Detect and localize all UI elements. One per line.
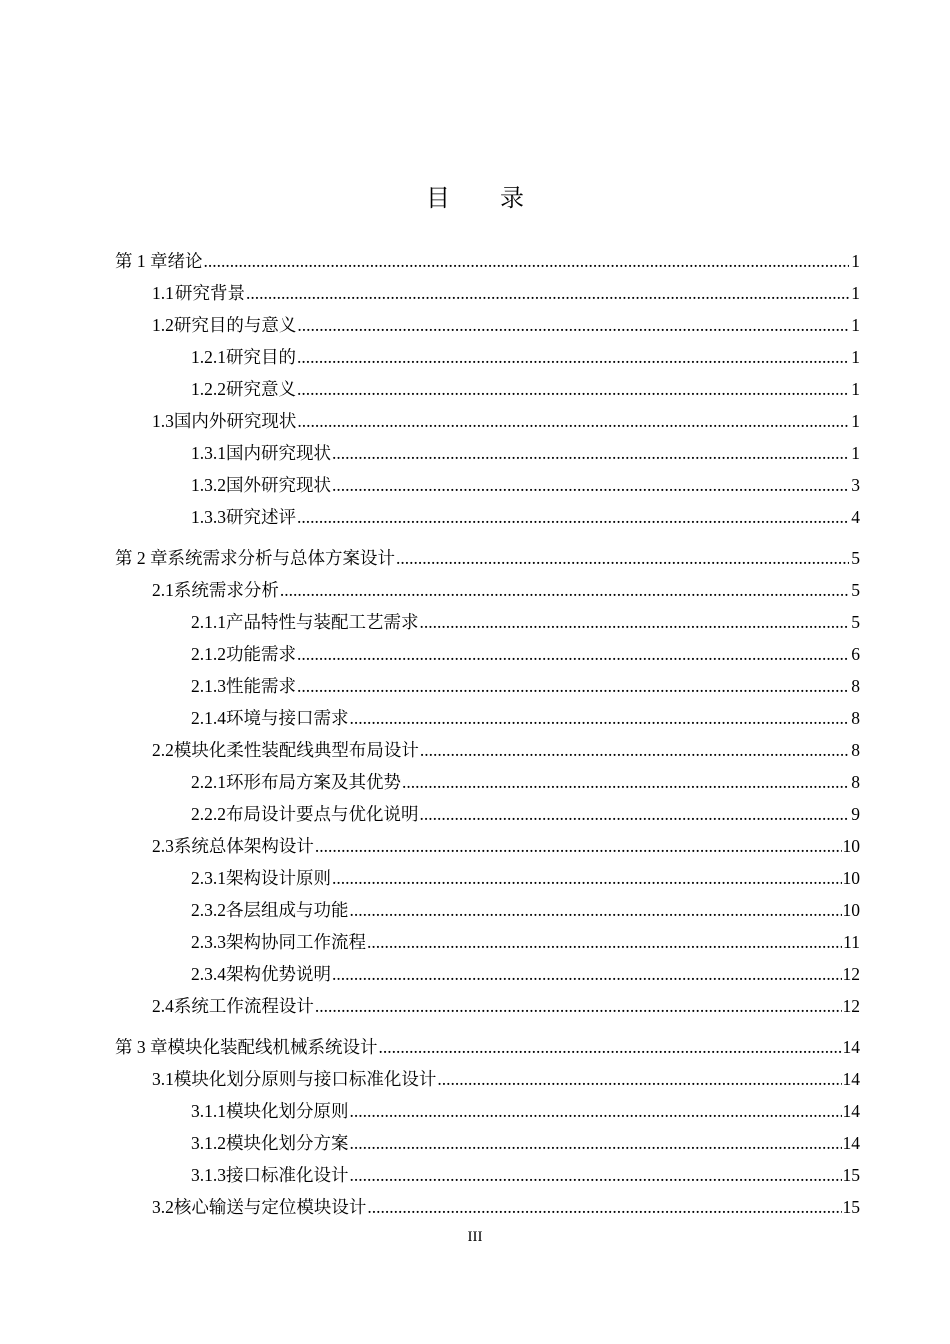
toc-entry-page: 12 bbox=[842, 964, 860, 984]
toc-dot-leader bbox=[350, 706, 850, 730]
toc-entry-title: 研究目的 bbox=[226, 347, 296, 367]
toc-dot-leader bbox=[420, 738, 849, 762]
toc-entry-number: 1.3 bbox=[152, 411, 174, 431]
toc-entry[interactable] bbox=[115, 898, 860, 930]
toc-dot-leader bbox=[297, 377, 849, 401]
toc-entry-title: 架构协同工作流程 bbox=[226, 932, 366, 952]
toc-entry-number: 2.3.1 bbox=[191, 868, 226, 888]
toc-entry-title: 模块化划分原则与接口标准化设计 bbox=[173, 1069, 437, 1089]
toc-entry-number: 1.3.2 bbox=[191, 475, 226, 495]
toc-entry-page: 14 bbox=[842, 1101, 860, 1121]
page-title bbox=[0, 178, 950, 213]
toc-entry[interactable] bbox=[115, 1035, 860, 1067]
toc-entry-title: 模块化划分原则 bbox=[226, 1101, 349, 1121]
toc-dot-leader bbox=[297, 409, 849, 433]
toc-entry-title: 系统工作流程设计 bbox=[173, 996, 314, 1016]
toc-entry-page: 1 bbox=[851, 315, 860, 335]
toc-entry[interactable] bbox=[115, 642, 860, 674]
toc-entry-number: 2.3.4 bbox=[191, 964, 226, 984]
toc-dot-leader bbox=[332, 441, 849, 465]
toc-entry-number: 3.1 bbox=[152, 1069, 174, 1089]
toc-dot-leader bbox=[437, 1067, 841, 1091]
toc-entry-title: 系统需求分析 bbox=[173, 580, 279, 600]
toc-entry-title: 核心输送与定位模块设计 bbox=[173, 1197, 367, 1217]
toc-entry[interactable] bbox=[115, 994, 860, 1026]
toc-entry-page: 1 bbox=[851, 283, 860, 303]
toc-entry-number: 2.3.3 bbox=[191, 932, 226, 952]
toc-entry[interactable] bbox=[115, 674, 860, 706]
toc-dot-leader bbox=[350, 1163, 842, 1187]
toc-entry-title: 布局设计要点与优化说明 bbox=[226, 804, 419, 824]
toc-entry-page: 1 bbox=[851, 379, 860, 399]
toc-entry-number: 3.2 bbox=[152, 1197, 174, 1217]
toc-entry-title: 国内研究现状 bbox=[226, 443, 331, 463]
toc-entry-number: 第 2 章 bbox=[115, 548, 168, 568]
toc-entry-page: 14 bbox=[842, 1037, 860, 1057]
toc-entry-page: 8 bbox=[851, 740, 860, 760]
toc-entry-page: 10 bbox=[842, 836, 860, 856]
toc-entry-number: 2.1.3 bbox=[191, 676, 226, 696]
toc-entry-number: 1.2 bbox=[152, 315, 174, 335]
toc-entry-page: 1 bbox=[851, 347, 860, 367]
page-title-char-2: 录 bbox=[500, 186, 524, 212]
page-title-char-1: 目 bbox=[426, 186, 450, 212]
toc-entry-page: 4 bbox=[851, 507, 860, 527]
toc-entry-number: 2.1.2 bbox=[191, 644, 226, 664]
toc-entry-number: 2.2.2 bbox=[191, 804, 226, 824]
toc-dot-leader bbox=[332, 473, 849, 497]
toc-entry-number: 1.2.2 bbox=[191, 379, 226, 399]
toc-entry-title: 模块化装配线机械系统设计 bbox=[167, 1037, 378, 1057]
toc-entry-title: 模块化划分方案 bbox=[226, 1133, 349, 1153]
toc-entry-title: 国外研究现状 bbox=[226, 475, 331, 495]
toc-entry-title: 性能需求 bbox=[226, 676, 296, 696]
toc-entry-title: 研究述评 bbox=[226, 507, 296, 527]
toc-dot-leader bbox=[367, 930, 842, 954]
toc-entry-page: 8 bbox=[851, 676, 860, 696]
toc-dot-leader bbox=[350, 1099, 842, 1123]
toc-entry-page: 3 bbox=[851, 475, 860, 495]
toc-entry-title: 各层组成与功能 bbox=[226, 900, 349, 920]
toc-entry-title: 绪论 bbox=[167, 251, 203, 271]
toc-entry[interactable] bbox=[115, 345, 860, 377]
toc-dot-leader bbox=[297, 345, 849, 369]
toc-entry[interactable] bbox=[115, 546, 860, 578]
toc-entry-page: 10 bbox=[842, 868, 860, 888]
toc-entry[interactable] bbox=[115, 770, 860, 802]
toc-entry[interactable] bbox=[115, 578, 860, 610]
page-number-footer: III bbox=[467, 1229, 483, 1245]
toc-dot-leader bbox=[297, 674, 849, 698]
toc-entry-page: 1 bbox=[851, 443, 860, 463]
toc-entry-number: 1.3.1 bbox=[191, 443, 226, 463]
toc-entry-number: 2.1.4 bbox=[191, 708, 226, 728]
toc-entry-page: 9 bbox=[851, 804, 860, 824]
toc-entry-number: 3.1.1 bbox=[191, 1101, 226, 1121]
toc-entry-number: 2.3 bbox=[152, 836, 174, 856]
toc-entry-title: 环形布局方案及其优势 bbox=[226, 772, 401, 792]
toc-dot-leader bbox=[367, 1195, 841, 1219]
toc-entry[interactable] bbox=[115, 738, 860, 770]
toc-entry-page: 8 bbox=[851, 772, 860, 792]
toc-dot-leader bbox=[246, 281, 849, 305]
toc-entry-page: 14 bbox=[842, 1069, 860, 1089]
toc-entry[interactable] bbox=[115, 834, 860, 866]
toc-entry-number: 2.4 bbox=[152, 996, 174, 1016]
toc-entry-number: 2.1.1 bbox=[191, 612, 226, 632]
toc-entry-title: 接口标准化设计 bbox=[226, 1165, 349, 1185]
toc-entry-page: 1 bbox=[851, 411, 860, 431]
toc-dot-leader bbox=[379, 1035, 842, 1059]
toc-entry-title: 模块化柔性装配线典型布局设计 bbox=[173, 740, 419, 760]
toc-entry[interactable] bbox=[115, 1195, 860, 1227]
toc-entry-page: 14 bbox=[842, 1133, 860, 1153]
toc-entry-number: 2.2 bbox=[152, 740, 174, 760]
toc-entry[interactable] bbox=[115, 473, 860, 505]
toc-entry[interactable] bbox=[115, 505, 860, 537]
toc-entry-number: 第 1 章 bbox=[115, 251, 168, 271]
toc-dot-leader bbox=[402, 770, 849, 794]
toc-entry[interactable] bbox=[115, 1067, 860, 1099]
toc-entry-page: 15 bbox=[842, 1165, 860, 1185]
toc-entry-number: 3.1.2 bbox=[191, 1133, 226, 1153]
toc-entry-title: 产品特性与装配工艺需求 bbox=[226, 612, 419, 632]
toc-entry[interactable] bbox=[115, 409, 860, 441]
toc-dot-leader bbox=[396, 546, 849, 570]
toc-entry-number: 1.3.3 bbox=[191, 507, 226, 527]
toc-entry[interactable] bbox=[115, 1163, 860, 1195]
toc-entry[interactable] bbox=[115, 802, 860, 834]
toc-dot-leader bbox=[297, 642, 849, 666]
toc-dot-leader bbox=[420, 802, 850, 826]
toc-entry-page: 11 bbox=[843, 932, 860, 952]
toc-entry-number: 2.2.1 bbox=[191, 772, 226, 792]
toc-entry-page: 12 bbox=[842, 996, 860, 1016]
toc-entry-title: 研究背景 bbox=[174, 283, 245, 303]
toc-entry-title: 环境与接口需求 bbox=[226, 708, 349, 728]
toc-dot-leader bbox=[332, 866, 842, 890]
toc-entry-title: 国内外研究现状 bbox=[173, 411, 297, 431]
toc-entry-title: 架构设计原则 bbox=[226, 868, 331, 888]
toc-entry-title: 系统需求分析与总体方案设计 bbox=[167, 548, 395, 568]
toc-entry-title: 研究目的与意义 bbox=[173, 315, 297, 335]
toc-entry-page: 5 bbox=[851, 612, 860, 632]
toc-entry-title: 功能需求 bbox=[226, 644, 296, 664]
toc-entry-page: 5 bbox=[851, 548, 860, 568]
toc-entry-page: 5 bbox=[851, 580, 860, 600]
toc-dot-leader bbox=[350, 1131, 842, 1155]
toc-dot-leader bbox=[280, 578, 849, 602]
toc-entry[interactable] bbox=[115, 281, 860, 313]
toc-entry[interactable] bbox=[115, 313, 860, 345]
toc-entry[interactable] bbox=[115, 1131, 860, 1163]
toc-entry-number: 1.2.1 bbox=[191, 347, 226, 367]
toc-dot-leader bbox=[420, 610, 850, 634]
toc-dot-leader bbox=[350, 898, 842, 922]
toc-entry-page: 6 bbox=[851, 644, 860, 664]
toc-dot-leader bbox=[332, 962, 842, 986]
toc-entry-page: 10 bbox=[842, 900, 860, 920]
toc-entry-page: 15 bbox=[842, 1197, 860, 1217]
toc-entry-number: 2.1 bbox=[152, 580, 174, 600]
toc-entry[interactable] bbox=[115, 610, 860, 642]
table-of-contents bbox=[115, 249, 860, 1227]
toc-dot-leader bbox=[315, 834, 842, 858]
toc-entry-page: 1 bbox=[851, 251, 860, 271]
toc-entry-title: 研究意义 bbox=[226, 379, 296, 399]
toc-entry-number: 3.1.3 bbox=[191, 1165, 226, 1185]
toc-entry-page: 8 bbox=[851, 708, 860, 728]
toc-entry[interactable] bbox=[115, 706, 860, 738]
toc-entry-title: 系统总体架构设计 bbox=[173, 836, 314, 856]
toc-entry[interactable] bbox=[115, 249, 860, 281]
toc-entry[interactable] bbox=[115, 377, 860, 409]
toc-entry-number: 第 3 章 bbox=[115, 1037, 168, 1057]
toc-dot-leader bbox=[297, 505, 849, 529]
toc-entry[interactable] bbox=[115, 1099, 860, 1131]
toc-entry[interactable] bbox=[115, 441, 860, 473]
toc-dot-leader bbox=[315, 994, 842, 1018]
toc-entry-title: 架构优势说明 bbox=[226, 964, 331, 984]
toc-entry-number: 1.1 bbox=[152, 283, 174, 303]
toc-entry[interactable] bbox=[115, 866, 860, 898]
toc-entry-number: 2.3.2 bbox=[191, 900, 226, 920]
toc-entry[interactable] bbox=[115, 962, 860, 994]
toc-entry[interactable] bbox=[115, 930, 860, 962]
toc-dot-leader bbox=[297, 313, 849, 337]
toc-dot-leader bbox=[204, 249, 850, 273]
